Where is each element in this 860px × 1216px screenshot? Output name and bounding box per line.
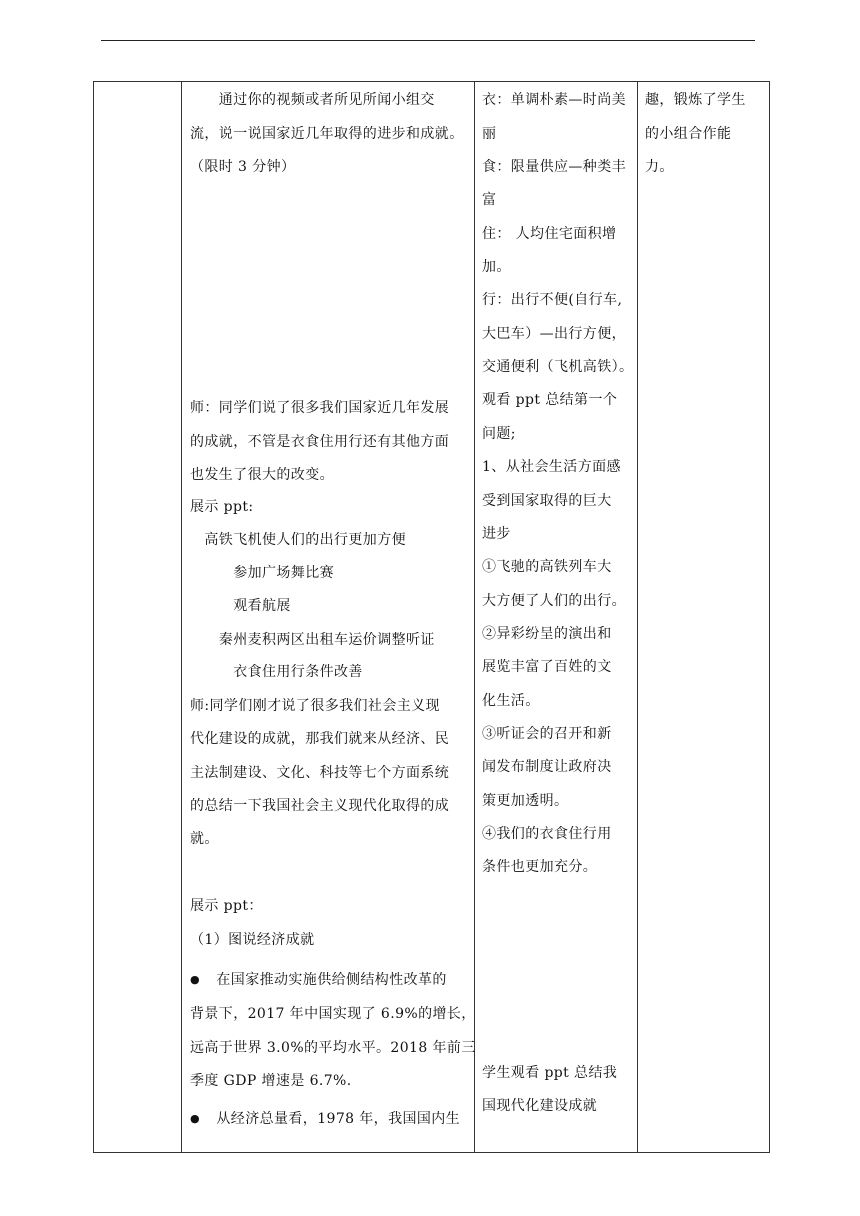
student-activity-cell bbox=[475, 82, 638, 1153]
text-line bbox=[190, 465, 334, 485]
text-line-content: ③听证会的召开和新 bbox=[482, 726, 612, 742]
text-line bbox=[482, 257, 511, 277]
text-line-content: 受到国家取得的巨大 bbox=[482, 493, 612, 509]
text-line-content: 远高于世界 3.0%的平均水平。2018 年前三 bbox=[190, 1040, 476, 1056]
text-line-content: 通过你的视频或者所见所闻小组交 bbox=[190, 92, 435, 108]
table-row bbox=[94, 82, 770, 1153]
text-line-content: 的总结一下我国社会主义现代化取得的成 bbox=[190, 798, 450, 814]
text-line-content: （1）图说经济成就 bbox=[190, 932, 315, 948]
text-line bbox=[190, 696, 440, 716]
text-line bbox=[482, 157, 626, 177]
text-line bbox=[190, 970, 447, 990]
text-line-content: 衣食住用行条件改善 bbox=[190, 664, 363, 680]
text-line-content: 条件也更加充分。 bbox=[482, 859, 598, 875]
text-line-content: 代化建设的成就，那我们就来从经济、民 bbox=[190, 731, 450, 747]
text-line bbox=[190, 930, 315, 950]
text-line-content: 问题; bbox=[482, 426, 516, 442]
empty-cell bbox=[94, 82, 182, 1153]
text-line bbox=[482, 290, 622, 310]
text-line bbox=[482, 190, 496, 210]
text-line bbox=[190, 1038, 476, 1058]
text-line bbox=[482, 124, 496, 144]
text-line-content: 秦州麦积两区出租车运价调整听证 bbox=[190, 632, 435, 648]
text-line bbox=[190, 530, 406, 550]
text-line bbox=[190, 398, 449, 418]
text-line-content: 主法制建设、文化、科技等七个方面系统 bbox=[190, 765, 450, 781]
text-line-content: 观看航展 bbox=[190, 598, 291, 614]
text-line-content: 力。 bbox=[645, 159, 674, 175]
text-line-content: 富 bbox=[482, 192, 497, 208]
text-line bbox=[482, 224, 616, 244]
text-line-content: 住： 人均住宅面积增 bbox=[482, 226, 617, 242]
text-line-content: 交通便利（飞机高铁）。 bbox=[482, 359, 634, 375]
text-line-content: 的小组合作能 bbox=[645, 126, 732, 142]
text-line-content: 就。 bbox=[190, 831, 219, 847]
text-line bbox=[645, 157, 674, 177]
text-line bbox=[190, 563, 334, 583]
text-line-content: 展示 ppt： bbox=[190, 898, 263, 914]
text-line-content: 展览丰富了百姓的文 bbox=[482, 659, 612, 675]
text-line bbox=[482, 724, 612, 744]
text-line-content: 策更加透明。 bbox=[482, 793, 569, 809]
text-line-content: ④我们的衣食住行用 bbox=[482, 826, 612, 842]
text-line bbox=[190, 763, 449, 783]
text-line-content: （限时 3 分钟） bbox=[190, 159, 296, 175]
text-line-content: 趣，锻炼了学生 bbox=[645, 92, 746, 108]
text-line-content: 师:同学们刚才说了很多我们社会主义现 bbox=[190, 698, 440, 714]
design-intent-cell bbox=[638, 82, 770, 1153]
text-line bbox=[190, 1109, 460, 1129]
text-line bbox=[482, 1096, 597, 1116]
text-line bbox=[190, 896, 263, 916]
text-line-content: 参加广场舞比赛 bbox=[190, 565, 334, 581]
text-line-content: 展示 ppt: bbox=[190, 499, 254, 515]
text-line bbox=[482, 1063, 617, 1083]
text-line bbox=[190, 90, 435, 110]
text-line-content: 进步 bbox=[482, 526, 511, 542]
text-line-content: 食：限量供应—种类丰 bbox=[482, 159, 626, 175]
text-line-content: 观看 ppt 总结第一个 bbox=[482, 392, 618, 408]
text-line-content: 师：同学们说了很多我们国家近几年发展 bbox=[190, 400, 450, 416]
text-line bbox=[482, 857, 597, 877]
text-line-content: 大方便了人们的出行。 bbox=[482, 593, 626, 609]
text-line bbox=[645, 124, 731, 144]
text-line bbox=[482, 524, 511, 544]
text-line bbox=[190, 829, 219, 849]
text-line-content: 闻发布制度让政府决 bbox=[482, 759, 612, 775]
text-line-content: 高铁飞机使人们的出行更加方便 bbox=[190, 532, 406, 548]
bullet-icon: ● bbox=[190, 1112, 200, 1125]
text-line bbox=[482, 90, 626, 110]
bullet-icon: ● bbox=[190, 973, 200, 986]
text-line-content: 的成就，不管是衣食住用行还有其他方面 bbox=[190, 434, 450, 450]
text-line bbox=[190, 662, 363, 682]
text-line bbox=[190, 630, 435, 650]
text-line bbox=[482, 424, 516, 444]
text-line bbox=[482, 657, 612, 677]
text-line bbox=[482, 390, 617, 410]
text-line-content: 在国家推动实施供给侧结构性改革的 bbox=[202, 972, 447, 988]
text-line bbox=[482, 591, 626, 611]
text-line bbox=[482, 324, 626, 344]
text-line bbox=[482, 757, 612, 777]
text-line-content: 国现代化建设成就 bbox=[482, 1098, 598, 1114]
text-line bbox=[190, 497, 254, 517]
text-line-content: 背景下，2017 年中国实现了 6.9%的增长， bbox=[190, 1006, 476, 1022]
text-line-content: ②异彩纷呈的演出和 bbox=[482, 626, 612, 642]
text-line bbox=[482, 457, 621, 477]
text-line-content: 流，说一说国家近几年取得的进步和成就。 bbox=[190, 126, 464, 142]
text-line bbox=[482, 557, 612, 577]
text-line-content: ①飞驰的高铁列车大 bbox=[482, 559, 612, 575]
text-line bbox=[190, 124, 464, 144]
text-line bbox=[482, 691, 540, 711]
text-line bbox=[482, 357, 633, 377]
text-line bbox=[190, 157, 295, 177]
text-line-content: 大巴车）—出行方便， bbox=[482, 326, 626, 342]
text-line bbox=[190, 596, 291, 616]
lesson-plan-table bbox=[93, 81, 770, 1153]
teacher-activity-cell bbox=[182, 82, 475, 1153]
text-line bbox=[482, 791, 568, 811]
header-rule bbox=[101, 40, 755, 41]
text-line bbox=[190, 1071, 352, 1091]
text-line bbox=[482, 624, 612, 644]
text-line bbox=[482, 491, 612, 511]
text-line-content: 季度 GDP 增速是 6.7%. bbox=[190, 1073, 352, 1089]
text-line-content: 也发生了很大的改变。 bbox=[190, 467, 334, 483]
text-line-content: 从经济总量看，1978 年，我国国内生 bbox=[202, 1111, 461, 1127]
text-line-content: 学生观看 ppt 总结我 bbox=[482, 1065, 618, 1081]
text-line-content: 丽 bbox=[482, 126, 497, 142]
text-line-content: 1、从社会生活方面感 bbox=[482, 459, 621, 475]
text-line-content: 行：出行不便(自行车, bbox=[482, 292, 623, 308]
text-line-content: 衣：单调朴素—时尚美 bbox=[482, 92, 626, 108]
text-line bbox=[190, 432, 449, 452]
text-line bbox=[190, 1004, 476, 1024]
text-line bbox=[190, 796, 449, 816]
text-line-content: 加。 bbox=[482, 259, 511, 275]
text-line-content: 化生活。 bbox=[482, 693, 540, 709]
text-line bbox=[482, 824, 612, 844]
text-line bbox=[190, 729, 449, 749]
text-line bbox=[645, 90, 746, 110]
